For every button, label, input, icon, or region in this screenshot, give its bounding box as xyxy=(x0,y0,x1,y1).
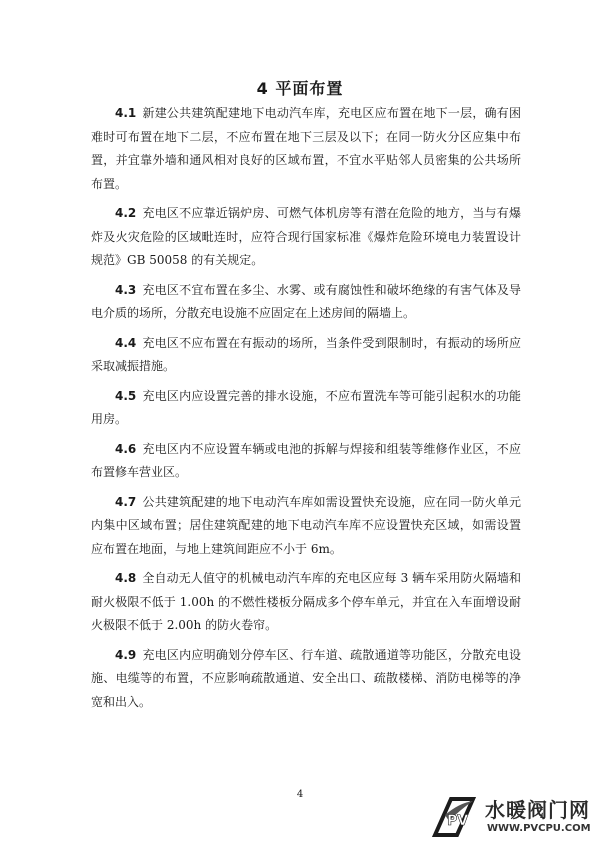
clause xyxy=(91,567,521,638)
clause xyxy=(91,102,521,196)
clause xyxy=(91,279,521,326)
clause-number: 4.9 xyxy=(115,647,137,662)
clause-text: 充电区不宜布置在多尘、水雾、或有腐蚀性和破坏绝缘的有害气体及导电介质的场所，分散充电设施不应固定在上述房间的隔墙上。 xyxy=(91,282,521,320)
clause-number: 4.5 xyxy=(115,388,137,403)
clause-text: 全自动无人值守的机械电动汽车库的充电区应每 3 辆车采用防火隔墙和耐火极限不低于 1.00h 的不燃性楼板分隔成多个停车单元，并宜在入车面增设耐火极限不低于 2.00h 的防火卷帘。 xyxy=(91,571,521,632)
clause xyxy=(91,438,521,485)
clause-number: 4.3 xyxy=(115,282,137,297)
clause-number: 4.4 xyxy=(115,335,137,350)
clause xyxy=(91,202,521,273)
clause-number: 4.8 xyxy=(115,571,137,585)
clause-text: 新建公共建筑配建地下电动汽车库，充电区应布置在地下一层，确有困难时可布置在地下二层，不应布置在地下三层及以下；在同一防火分区应集中布置，并宜靠外墙和通风相对良好的区域布置，不宜水平贴邻人员密集的公共场所布置。 xyxy=(91,106,521,191)
logo-text: PV xyxy=(447,813,469,829)
clause-list xyxy=(91,102,521,720)
clause-text: 充电区内应设置完善的排水设施，不应布置洗车等可能引起积水的功能用房。 xyxy=(91,388,521,426)
clause-number: 4.6 xyxy=(115,441,137,456)
page-title: 4 平面布置 xyxy=(256,79,344,98)
clause-number: 4.2 xyxy=(115,206,137,220)
clause-text: 充电区不应靠近锅炉房、可燃气体机房等有潜在危险的地方，当与有爆炸及火灾危险的区域毗连时，应符合现行国家标准《爆炸危险环境电力装置设计规范》GB 50058 的有关规定。 xyxy=(91,206,521,267)
clause-number: 4.1 xyxy=(115,106,137,120)
clause xyxy=(91,332,521,379)
clause xyxy=(91,644,521,715)
clause-text: 公共建筑配建的地下电动汽车库如需设置快充设施，应在同一防火单元内集中区域布置；居住建筑配建的地下电动汽车库不应设置快充区域，如需设置应布置在地面，与地上建筑间距应不小于 6m。 xyxy=(91,494,521,556)
clause-text: 充电区内应明确划分停车区、行车道、疏散通道等功能区，分散充电设施、电缆等的布置，不应影响疏散通道、安全出口、疏散楼梯、消防电梯等的净宽和出入。 xyxy=(91,647,521,709)
page-number: 4 xyxy=(296,789,304,800)
watermark-site-name: 水暖阀门网 xyxy=(485,798,590,822)
clause xyxy=(91,491,521,562)
clause xyxy=(91,385,521,432)
clause-text: 充电区内不应设置车辆或电池的拆解与焊接和组装等维修作业区，不应布置修车营业区。 xyxy=(91,441,521,479)
watermark xyxy=(423,793,595,845)
pv-logo-icon xyxy=(429,795,479,841)
clause-text: 充电区不应布置在有振动的场所，当条件受到限制时，有振动的场所应采取减振措施。 xyxy=(91,335,521,373)
clause-number: 4.7 xyxy=(115,494,137,509)
watermark-url: WWW.PVCPU.COM xyxy=(487,823,591,834)
